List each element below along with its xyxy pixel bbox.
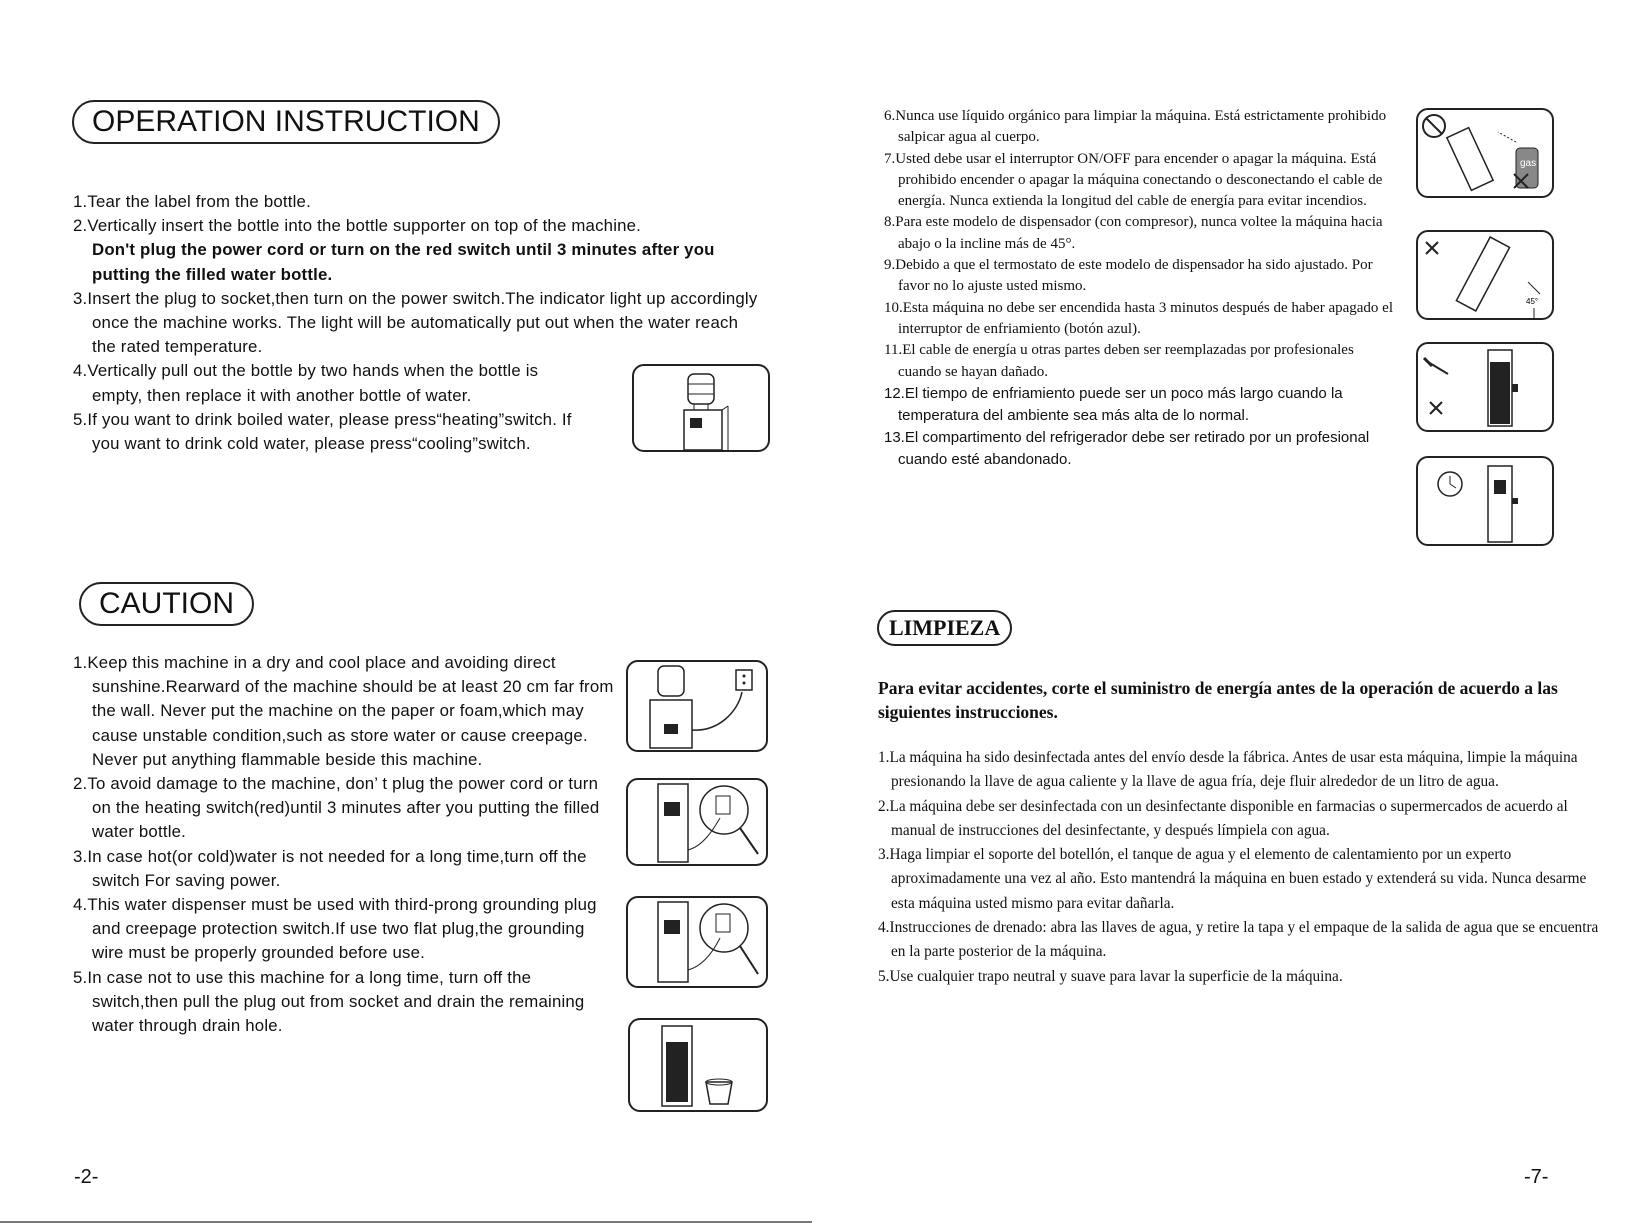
angle-label: 45° — [1526, 297, 1539, 306]
operation-item-5: 5.If you want to drink boiled water, please press“heating”switch. If you want to drink cold water, please press“cooling”switch. — [73, 409, 572, 454]
water-dispenser-icon — [634, 366, 768, 450]
safety-item-12: 12.El tiempo de enfriamiento puede ser un poco más largo cuando la temperatura del ambiente sea más alta de lo normal. — [884, 384, 1343, 424]
screwdriver-icon — [1418, 344, 1552, 430]
grounding-plug-illustration — [626, 896, 768, 988]
left-page — [0, 0, 824, 1225]
operation-instruction-heading: OPERATION INSTRUCTION — [72, 100, 500, 144]
safety-item-9: 9.Debido a que el termostato de este modelo de dispensador ha sido ajustado. Por favor no lo ajuste usted mismo. — [884, 257, 1373, 295]
safety-item-7: 7.Usted debe usar el interruptor ON/OFF para encender o apagar la máquina. Está prohibido encender o apagar la máquina conectando o desconectando el cable de energía. Nunca extienda la longitud del cable de energía para evitar incendios. — [884, 150, 1383, 210]
caution-heading: CAUTION — [79, 582, 254, 626]
magnifier-socket-icon — [628, 898, 766, 986]
tilt-45-icon — [1418, 232, 1552, 318]
scan-edge-line — [0, 1221, 812, 1223]
page-number-right: -7- — [1524, 1166, 1549, 1188]
dispenser-socket-illustration — [626, 660, 768, 752]
right-page — [824, 0, 1649, 1225]
no-thermostat-adjust-illustration — [1416, 342, 1554, 432]
safety-item-8: 8.Para este modelo de dispensador (con compresor), nunca voltee la máquina hacia abajo o la incline más de 45°. — [884, 214, 1383, 252]
safety-item-13: 13.El compartimento del refrigerador debe ser retirado por un profesional cuando esté abandonado. — [884, 428, 1370, 468]
caution-item-1: 1.Keep this machine in a dry and cool place and avoiding direct sunshine.Rearward of the machine should be at least 20 cm far from the wall. Never put the machine on the paper or foam,which may cause unstable condition,such as store water or cause creepage. Never put anything flammable beside this machine. — [73, 653, 614, 769]
magnifier-plug-icon — [628, 780, 766, 864]
bottle-replacement-illustration — [632, 364, 770, 452]
cleaning-item-5: 5.Use cualquier trapo neutral y suave para lavar la superficie de la máquina. — [878, 967, 1343, 985]
cleaning-intro: Para evitar accidentes, corte el suministro de energía antes de la operación de acuerdo a las siguientes instrucciones. — [878, 678, 1558, 722]
safety-item-10: 10.Esta máquina no debe ser encendida hasta 3 minutos después de haber apagado el interruptor de enfriamiento (botón azul). — [884, 299, 1393, 337]
cleaning-item-1: 1.La máquina ha sido desinfectada antes del envío desde la fábrica. Antes de usar esta máquina, limpie la máquina presionando la llave de agua caliente y la llave de agua fría, deje fluir alrededor de un litro de agua. — [878, 749, 1578, 791]
operation-item-3: 3.Insert the plug to socket,then turn on the power switch.The indicator light up accordingly once the machine works. The light will be automatically put out when the water reach the rated temperature. — [73, 288, 758, 357]
operation-item-2-warning: Don't plug the power cord or turn on the red switch until 3 minutes after you putting the filled water bottle. — [92, 240, 715, 284]
operation-item-1: 1.Tear the label from the bottle. — [73, 192, 311, 211]
limpieza-heading: LIMPIEZA — [877, 610, 1012, 646]
cleaning-item-2: 2.La máquina debe ser desinfectada con un desinfectante disponible en farmacias o supermercados de acuerdo al manual de instrucciones del desinfectante, y después límpiela con agua. — [878, 797, 1568, 839]
operation-item-2: 2.Vertically insert the bottle into the bottle supporter on top of the machine. Don't plug the power cord or turn on the red switch until 3 minutes after you putting the filled water bottle. — [62, 214, 762, 287]
safety-item-11: 11.El cable de energía u otras partes deben ser reemplazadas por profesionales cuando se hayan dañado. — [884, 342, 1354, 380]
caution-item-5: 5.In case not to use this machine for a long time, turn off the switch,then pull the plug out from socket and drain the remaining water through drain hole. — [73, 967, 585, 1036]
caution-item-2: 2.To avoid damage to the machine, don’ t plug the power cord or turn on the heating switch(red)until 3 minutes after you putting the filled water bottle. — [73, 774, 600, 842]
dispenser-plug-icon — [628, 662, 766, 750]
cleaning-item-4: 4.Instrucciones de drenado: abra las llaves de agua, y retire la tapa y el empaque de la salida de agua que se encuentra en la parte posterior de la máquina. — [878, 919, 1599, 961]
no-organic-liquid-illustration — [1416, 108, 1554, 198]
operation-item-4: 4.Vertically pull out the bottle by two hands when the bottle is empty, then replace it with another bottle of water. — [73, 361, 539, 405]
page-number-left: -2- — [74, 1166, 99, 1188]
cleaning-list — [871, 746, 1611, 989]
no-spray-icon — [1418, 110, 1552, 196]
clock-dispenser-icon — [1418, 458, 1552, 544]
safety-list — [876, 106, 1396, 471]
cleaning-item-3: 3.Haga limpiar el soporte del botellón, el tanque de agua y el elemento de calentamiento por un experto aproximadamente una vez al año. Esto mantendrá la máquina en buen estado y extenderá su vida. Nunca desarme esta máquina usted mismo para evitar dañarla. — [878, 846, 1587, 912]
safety-item-6: 6.Nunca use líquido orgánico para limpiar la máquina. Está estrictamente prohibido salpicar agua al cuerpo. — [884, 108, 1387, 146]
caution-item-3: 3.In case hot(or cold)water is not needed for a long time,turn off the switch For saving power. — [73, 846, 587, 890]
caution-item-4: 4.This water dispenser must be used with third-prong grounding plug and creepage protection switch.If use two flat plug,the grounding wire must be properly grounded before use. — [73, 895, 597, 963]
heating-switch-illustration — [626, 778, 768, 866]
dispenser-drain-icon — [630, 1020, 766, 1110]
drain-water-illustration — [628, 1018, 768, 1112]
caution-list — [62, 651, 617, 1038]
no-tilt-illustration — [1416, 230, 1554, 320]
wait-three-minutes-illustration — [1416, 456, 1554, 546]
gas-label: gas — [1520, 158, 1537, 169]
